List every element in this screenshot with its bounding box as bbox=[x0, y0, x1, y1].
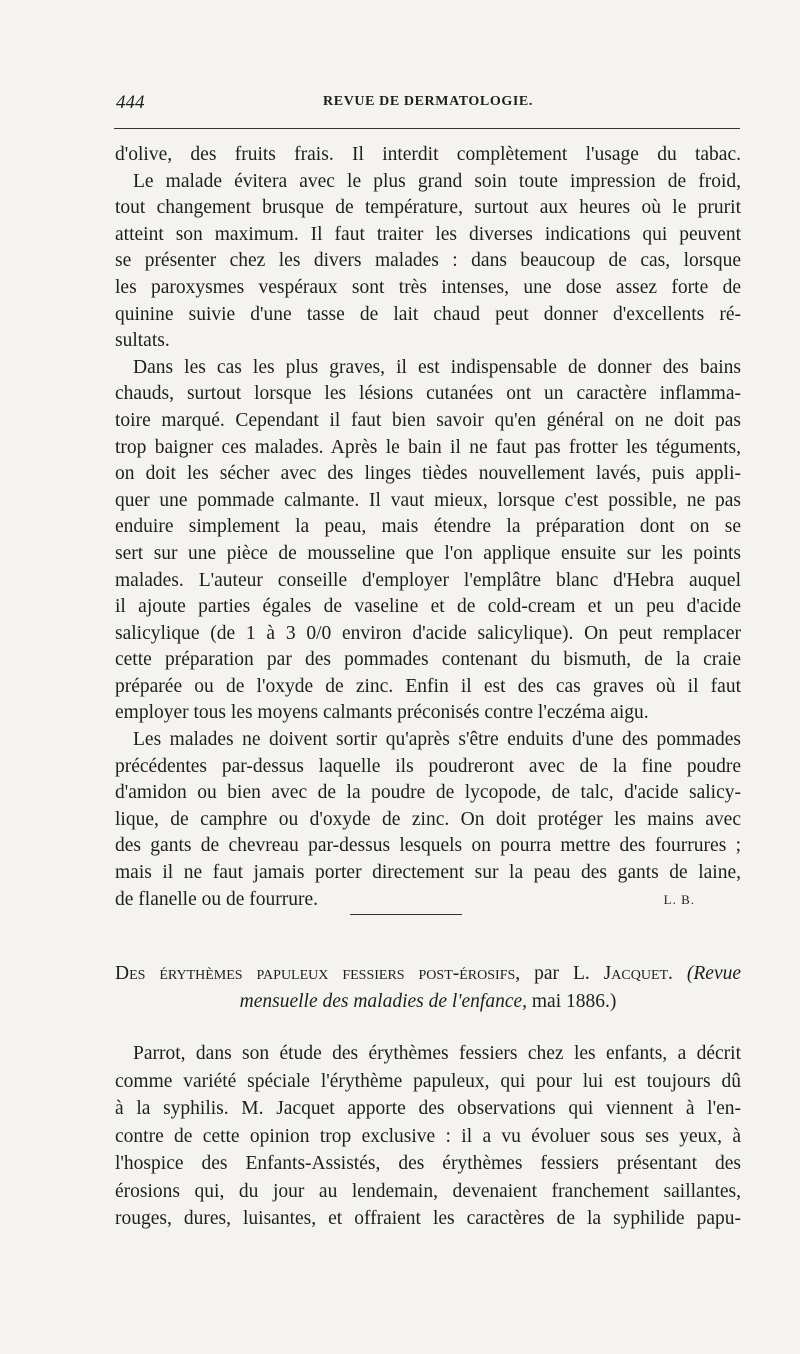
text-line: Parrot, dans son étude des érythèmes fessiers chez les enfants, a décrit bbox=[133, 1043, 741, 1064]
text-line: Le malade évitera avec le plus grand soin toute impression de froid, bbox=[133, 170, 741, 192]
text-line: chauds, surtout lorsque les lésions cutanées ont un caractère inflamma- bbox=[115, 383, 741, 405]
running-title: REVUE DE DERMATOLOGIE. bbox=[323, 94, 533, 109]
section-continued-text bbox=[115, 142, 741, 913]
article-source-cont: mensuelle des maladies de l'enfance, bbox=[239, 991, 528, 1012]
text-line: de flanelle ou de fourrure. bbox=[115, 888, 319, 910]
article-title bbox=[115, 960, 741, 1016]
text-line: d'amidon ou bien avec de la poudre de lycopode, de talc, d'acide salicy- bbox=[115, 782, 741, 804]
text-line: érosions qui, du jour au lendemain, devenaient franchement saillantes, bbox=[115, 1180, 741, 1202]
title-line bbox=[115, 988, 741, 1016]
text-line: atteint son maximum. Il faut traiter les diverses indications qui peuvent bbox=[115, 223, 741, 245]
section-separator bbox=[350, 914, 462, 915]
text-line: employer tous les moyens calmants préconisés contre l'eczéma aigu. bbox=[115, 702, 649, 724]
text-line: précédentes par-dessus laquelle ils poudreront avec de la fine poudre bbox=[115, 755, 741, 777]
text-line: se présenter chez les divers malades : dans beaucoup de cas, lorsque bbox=[115, 250, 741, 272]
header-rule bbox=[114, 128, 740, 129]
text-line: comme variété spéciale l'érythème papuleux, qui pour lui est toujours dû bbox=[115, 1070, 741, 1092]
text-line: on doit les sécher avec des linges tièdes nouvellement lavés, puis appli- bbox=[115, 463, 741, 485]
text-line: lique, de camphre ou d'oxyde de zinc. On doit protéger les mains avec bbox=[115, 808, 741, 830]
text-line: enduire simplement la peau, mais étendre la préparation dont on se bbox=[115, 516, 741, 538]
text-line: toire marqué. Cependant il faut bien savoir qu'en général on ne doit pas bbox=[115, 409, 741, 431]
article-body bbox=[115, 1040, 741, 1233]
page-header bbox=[116, 92, 740, 116]
text-line: cette préparation par des pommades contenant du bismuth, de la craie bbox=[115, 649, 741, 671]
text-line: rouges, dures, luisantes, et offraient les caractères de la syphilide papu- bbox=[115, 1208, 741, 1229]
text-line: d'olive, des fruits frais. Il interdit complètement l'usage du tabac. bbox=[115, 144, 741, 165]
text-line: mais il ne faut jamais porter directement sur la peau des gants de laine, bbox=[115, 862, 741, 884]
text-line: salicylique (de 1 à 3 0/0 environ d'acide salicylique). On peut remplacer bbox=[115, 622, 741, 644]
article-title-text: Des érythèmes papuleux fessiers post-érosifs, bbox=[115, 963, 521, 984]
text-line: préparée ou de l'oxyde de zinc. Enfin il est des cas graves où il faut bbox=[115, 675, 741, 697]
text-line: malades. L'auteur conseille d'employer l'emplâtre blanc d'Hebra auquel bbox=[115, 569, 741, 591]
page-number: 444 bbox=[116, 92, 145, 113]
article-source: (Revue bbox=[686, 963, 742, 984]
text-line: des gants de chevreau par-dessus lesquels on pourra mettre des fourrures ; bbox=[115, 835, 741, 857]
text-line: à la syphilis. M. Jacquet apporte des observations qui viennent à l'en- bbox=[115, 1098, 741, 1119]
author-signature: L. B. bbox=[663, 891, 695, 907]
text-line: quer une pommade calmante. Il vaut mieux, lorsque c'est possible, ne pas bbox=[115, 489, 741, 511]
text-line: trop baigner ces malades. Après le bain il ne faut pas frotter les téguments, bbox=[115, 436, 741, 458]
closing-line bbox=[115, 887, 741, 914]
text-line: quinine suivie d'une tasse de lait chaud peut donner d'excellents ré- bbox=[115, 303, 741, 325]
title-by: par bbox=[534, 963, 559, 984]
text-line: Dans les cas les plus graves, il est indispensable de donner des bains bbox=[133, 356, 741, 378]
article-date: mai 1886.) bbox=[531, 991, 617, 1012]
text-line: les paroxysmes vespéraux sont très intenses, une dose assez forte de bbox=[115, 276, 741, 298]
text-line: tout changement brusque de température, surtout aux heures où le prurit bbox=[115, 197, 741, 219]
text-line: Les malades ne doivent sortir qu'après s'être enduits d'une des pommades bbox=[133, 729, 741, 751]
article-author: L. Jacquet. bbox=[572, 963, 673, 984]
text-line: sert sur une pièce de mousseline que l'on applique ensuite sur les points bbox=[115, 542, 741, 564]
text-line: l'hospice des Enfants-Assistés, des érythèmes fessiers présentant des bbox=[115, 1153, 741, 1174]
text-line: contre de cette opinion trop exclusive : il a vu évoluer sous ses yeux, à bbox=[115, 1125, 741, 1147]
title-line bbox=[115, 960, 741, 988]
text-line: sultats. bbox=[115, 330, 170, 352]
text-line: il ajoute parties égales de vaseline et de cold-cream et un peu d'acide bbox=[115, 596, 741, 618]
